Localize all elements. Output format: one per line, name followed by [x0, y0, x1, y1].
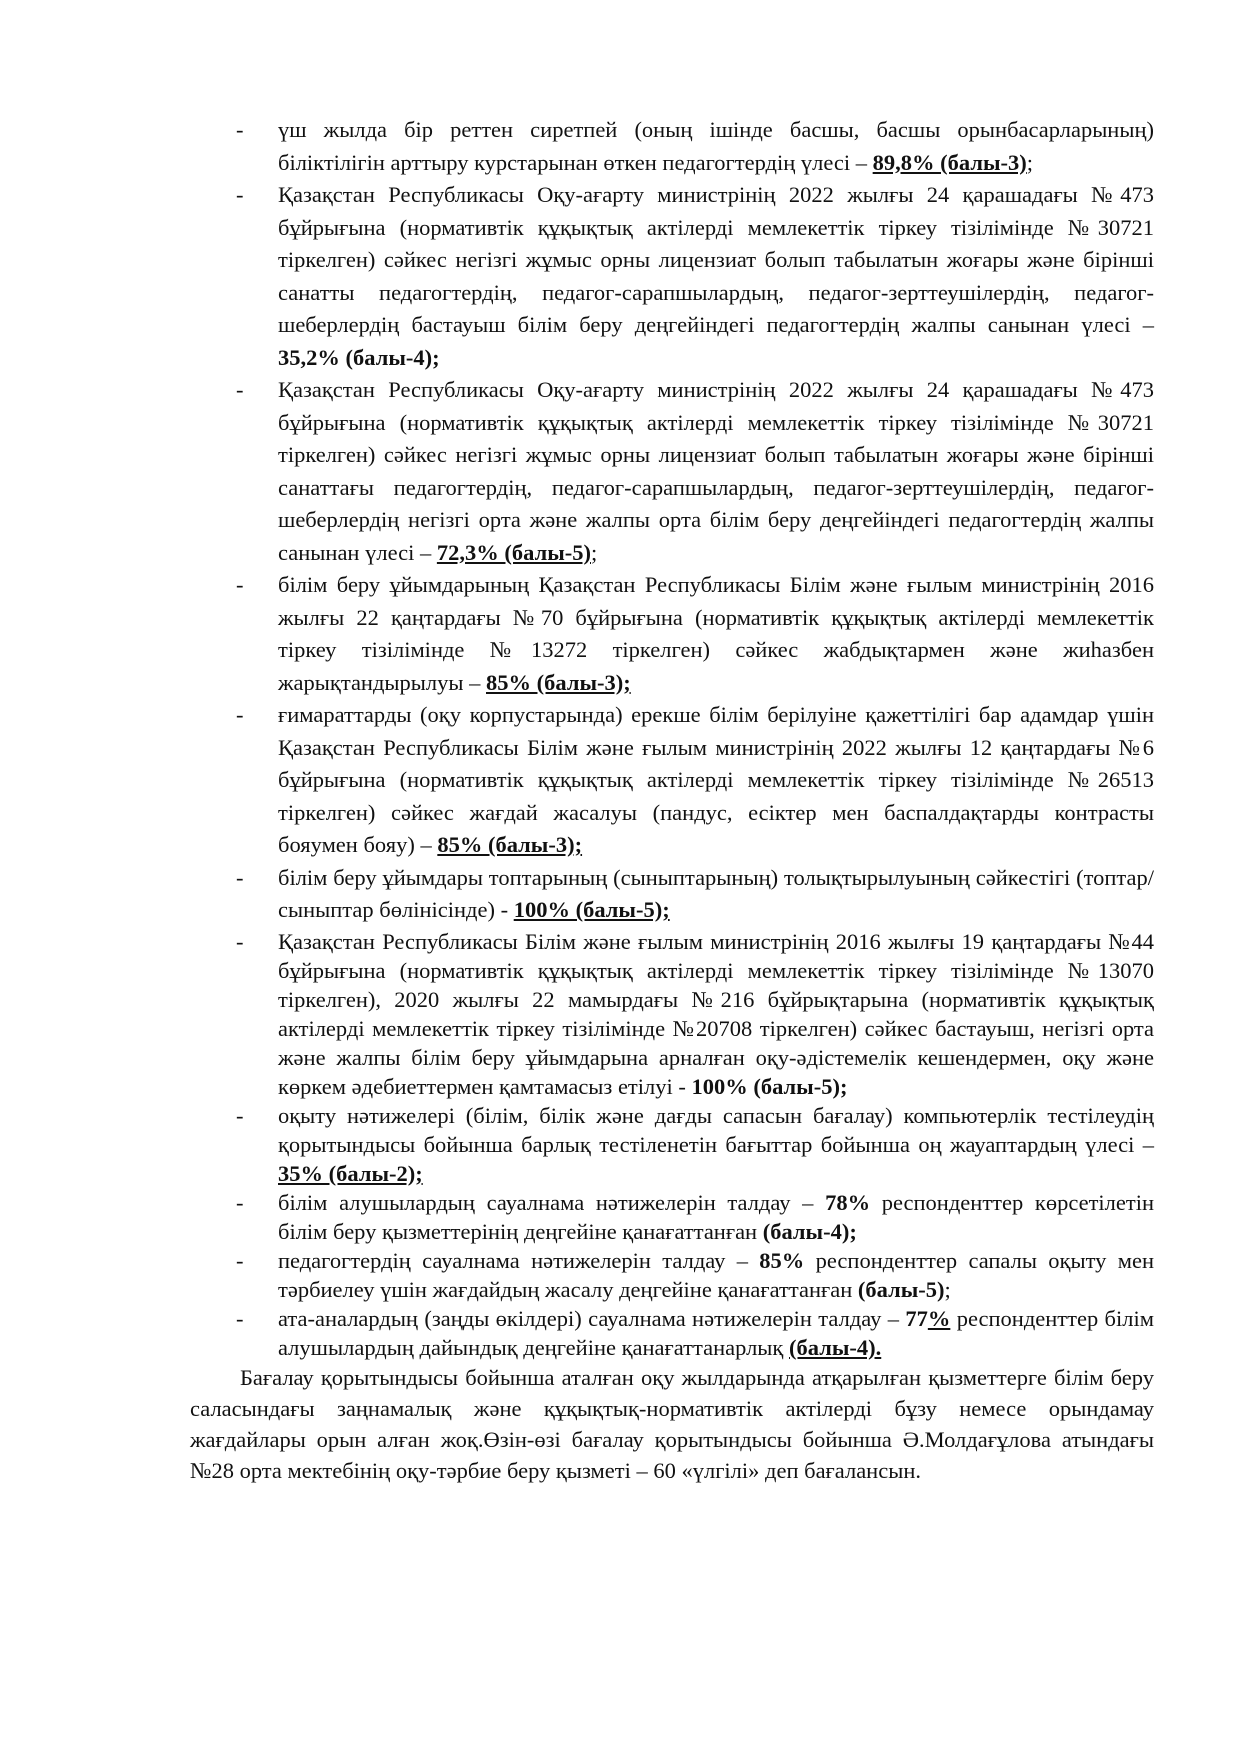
score-value: 85%	[759, 1247, 805, 1273]
item-text: білім беру ұйымдарының Қазақстан Республикасы Білім және ғылым министрінің 2016 жылғы 22 қаңтардағы №70 бұйрығына (нормативтік құқықтық актілерді мемлекеттік тіркеу тізілімінде №13272 тіркелген) сәйкес жабдықтармен және жиһазбен жарықтандырылуы –	[278, 572, 1154, 695]
score-value: (балы-4).	[789, 1334, 882, 1360]
list-item	[190, 699, 1154, 862]
score-value: %	[927, 1305, 951, 1331]
item-text: респонденттер білім алушылардың дайындық деңгейіне қанағаттанарлық	[278, 1305, 1154, 1360]
list-item	[190, 569, 1154, 699]
list-item	[190, 1246, 1154, 1304]
list-bullet: -	[236, 702, 244, 727]
score-value: 100% (балы-5);	[513, 897, 670, 922]
list-item	[190, 114, 1154, 179]
conclusion-paragraph: Бағалау қорытындысы бойынша аталған оқу жылдарында атқарылған қызметтерге білім беру саласындағы заңнамалық және құқықтық-нормативтік актілерді бұзу немесе орындамау жағдайлары орын алған жоқ.Өзін-өзі бағалау қорытындысы бойынша Ә.Молдағұлова атындағы №28 орта мектебінің оқу-тәрбие беру қызметі – 60 «үлгілі» деп бағалансын.	[190, 1364, 1154, 1483]
score-value: 100% (балы-5);	[691, 1073, 848, 1099]
item-text: педагогтердің сауалнама нәтижелерін талдау –	[278, 1247, 760, 1273]
item-text: Қазақстан Республикасы Білім және ғылым министрінің 2016 жылғы 19 қаңтардағы №44 бұйрығына (нормативтік құқықтық актілерді мемлекеттік тіркеу тізілімінде №13070 тіркелген), 2020 жылғы 22 мамырдағы №216 бұйрықтарына (нормативтік құқықтық актілерді мемлекеттік тіркеу тізілімінде №20708 тіркелген) сәйкес бастауыш, негізгі орта және жалпы білім беру ұйымдарына арналған оқу-әдістемелік кешендермен, оқу және көркем әдебиеттермен қамтамасыз етілуі -	[278, 928, 1154, 1099]
list-item	[190, 1101, 1154, 1188]
list-bullet: -	[236, 1102, 244, 1128]
item-text: респонденттер сапалы оқыту мен тәрбиелеу үшін жағдайдың жасалу деңгейіне қанағаттанған	[278, 1247, 1154, 1302]
list-bullet: -	[236, 1189, 244, 1215]
document-body	[190, 114, 1154, 1486]
item-text: респонденттер көрсетілетін білім беру қызметтерінің деңгейіне қанағаттанған	[278, 1189, 1154, 1244]
list-bullet: -	[236, 377, 244, 402]
list-bullet: -	[236, 1247, 244, 1273]
list-item	[190, 1188, 1154, 1246]
score-value: 85% (балы-3);	[486, 669, 631, 695]
score-value: 77	[905, 1305, 928, 1331]
item-text: ;	[591, 539, 598, 565]
item-text: білім беру ұйымдары топтарының (сыныптарының) толықтырылуының сәйкестігі (топтар/сыныптар бөлінісінде) -	[278, 864, 1154, 922]
score-value: 78%	[825, 1189, 871, 1215]
score-value: 35% (балы-2);	[278, 1160, 423, 1186]
item-text: ;	[944, 1276, 951, 1302]
score-value: 89,8% (балы-3)	[872, 149, 1027, 175]
score-value: 85% (балы-3);	[437, 832, 583, 857]
list-item	[190, 862, 1154, 927]
indicator-list	[190, 114, 1154, 1362]
item-text: үш жылда бір реттен сиретпей (оның ішінде басшы, басшы орынбасарларының) біліктілігін арттыру курстарынан өткен педагогтердің үлесі –	[278, 117, 1154, 175]
list-item	[190, 179, 1154, 374]
list-bullet: -	[236, 117, 244, 142]
item-text: оқыту нәтижелері (білім, білік және дағды сапасын бағалау) компьютерлік тестілеудің қорытындысы бойынша барлық тестіленетін бағыттар бойынша оң жауаптардың үлесі –	[278, 1102, 1154, 1157]
list-bullet: -	[236, 928, 244, 954]
score-value: 35,2% (балы-4);	[278, 344, 440, 370]
list-item	[190, 927, 1154, 1101]
list-item	[190, 374, 1154, 569]
score-value: (балы-4);	[762, 1218, 857, 1244]
score-value: (балы-5)	[857, 1276, 945, 1302]
list-bullet: -	[236, 572, 244, 597]
score-value: 72,3% (балы-5)	[436, 539, 591, 565]
item-text: ғимараттарды (оқу корпустарында) ерекше білім берілуіне қажеттілігі бар адамдар үшін Қазақстан Республикасы Білім және ғылым министрінің 2022 жылғы 12 қаңтардағы №6 бұйрығына (нормативтік құқықтық актілерді мемлекеттік тіркеу тізілімінде №26513 тіркелген) сәйкес жағдай жасалуы (пандус, есіктер мен баспалдақтарды контрасты бояумен бояу) –	[278, 702, 1154, 857]
list-bullet: -	[236, 864, 244, 890]
list-bullet: -	[236, 1305, 244, 1331]
item-text: Қазақстан Республикасы Оқу-ағарту министрінің 2022 жылғы 24 қарашадағы №473 бұйрығына (нормативтік құқықтық актілерді мемлекеттік тіркеу тізілімінде №30721 тіркелген) сәйкес негізгі жұмыс орны лицензиат болып табылатын жоғары және бірінші санаттағы педагогтердің, педагог-сарапшылардың, педагог-зерттеушілердің, педагог-шеберлердің негізгі орта және жалпы орта білім беру деңгейіндегі педагогтердің жалпы санынан үлесі –	[278, 377, 1154, 565]
list-bullet: -	[236, 182, 244, 207]
list-item	[190, 1304, 1154, 1362]
item-text: ;	[1026, 149, 1034, 175]
item-text: Қазақстан Республикасы Оқу-ағарту министрінің 2022 жылғы 24 қарашадағы №473 бұйрығына (нормативтік құқықтық актілерді мемлекеттік тіркеу тізілімінде №30721 тіркелген) сәйкес негізгі жұмыс орны лицензиат болып табылатын жоғары және бірінші санатты педагогтердің, педагог-сарапшылардың, педагог-зерттеушілердің, педагог-шеберлердің бастауыш білім беру деңгейіндегі педагогтердің жалпы санынан үлесі –	[278, 182, 1154, 337]
item-text: ата-аналардың (заңды өкілдері) сауалнама нәтижелерін талдау –	[278, 1305, 906, 1331]
item-text: білім алушылардың сауалнама нәтижелерін талдау –	[278, 1189, 826, 1215]
